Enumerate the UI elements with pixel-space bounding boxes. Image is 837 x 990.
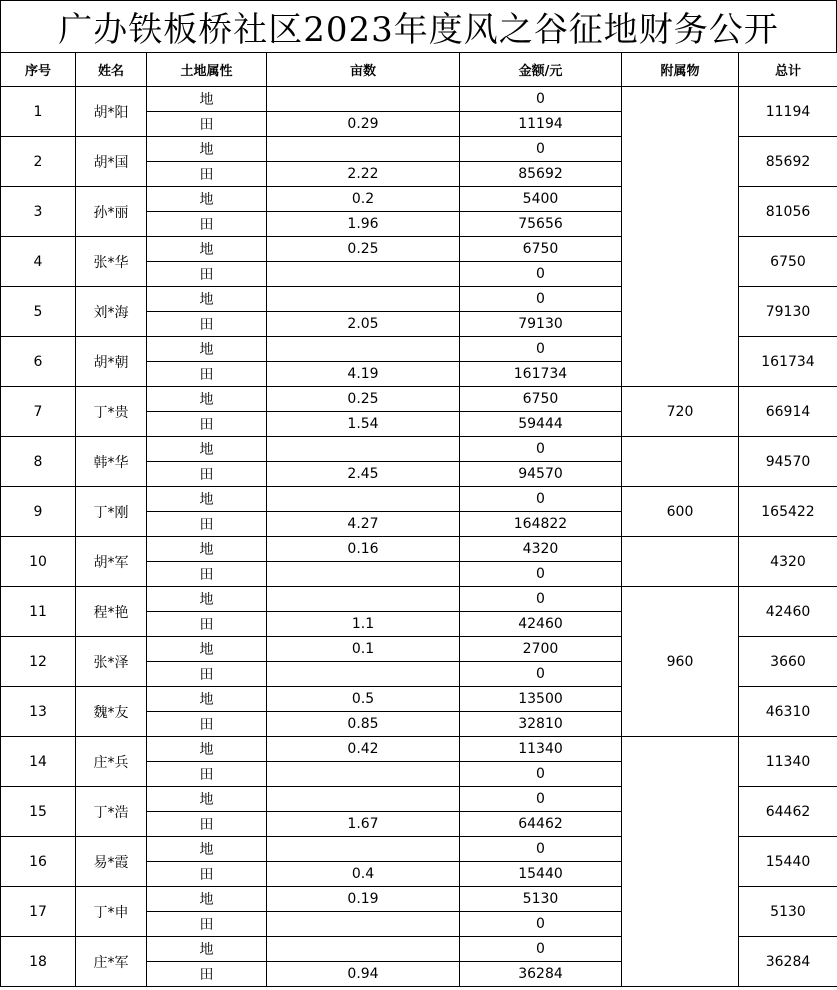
row-number: 1 — [1, 87, 76, 137]
table-row — [1, 87, 837, 112]
row-land-type: 田 — [147, 512, 267, 537]
row-amount: 6750 — [460, 387, 622, 412]
row-amount: 0 — [460, 487, 622, 512]
row-amount: 11340 — [460, 737, 622, 762]
row-land-type: 田 — [147, 262, 267, 287]
row-number: 18 — [1, 937, 76, 987]
row-number: 15 — [1, 787, 76, 837]
row-fushu — [622, 87, 739, 387]
row-land-type: 地 — [147, 837, 267, 862]
row-land-type: 地 — [147, 487, 267, 512]
table-row — [1, 487, 837, 512]
row-mu — [267, 437, 460, 462]
row-amount: 5130 — [460, 887, 622, 912]
row-land-type: 田 — [147, 562, 267, 587]
row-mu — [267, 912, 460, 937]
row-fushu — [622, 437, 739, 487]
row-mu — [267, 562, 460, 587]
row-amount: 0 — [460, 587, 622, 612]
row-amount: 0 — [460, 937, 622, 962]
row-mu: 1.67 — [267, 812, 460, 837]
row-number: 14 — [1, 737, 76, 787]
row-land-type: 地 — [147, 237, 267, 262]
row-amount: 0 — [460, 912, 622, 937]
row-mu — [267, 487, 460, 512]
row-mu — [267, 787, 460, 812]
row-fushu: 600 — [622, 487, 739, 537]
row-mu — [267, 837, 460, 862]
row-mu: 1.96 — [267, 212, 460, 237]
row-land-type: 地 — [147, 187, 267, 212]
row-total: 5130 — [739, 887, 837, 937]
row-land-type: 田 — [147, 412, 267, 437]
row-land-type: 田 — [147, 212, 267, 237]
row-mu: 0.5 — [267, 687, 460, 712]
row-name: 胡*朝 — [76, 337, 147, 387]
row-total: 3660 — [739, 637, 837, 687]
row-land-type: 地 — [147, 587, 267, 612]
row-name: 庄*军 — [76, 937, 147, 987]
header-row — [1, 53, 837, 87]
row-land-type: 地 — [147, 337, 267, 362]
row-land-type: 田 — [147, 812, 267, 837]
row-land-type: 田 — [147, 612, 267, 637]
row-mu: 0.19 — [267, 887, 460, 912]
row-land-type: 地 — [147, 387, 267, 412]
compensation-table — [0, 52, 837, 987]
row-amount: 0 — [460, 562, 622, 587]
row-amount: 0 — [460, 287, 622, 312]
row-mu: 0.25 — [267, 237, 460, 262]
row-mu: 1.54 — [267, 412, 460, 437]
table-row — [1, 737, 837, 762]
row-land-type: 地 — [147, 737, 267, 762]
row-fushu: 720 — [622, 387, 739, 437]
row-amount: 0 — [460, 262, 622, 287]
row-name: 韩*华 — [76, 437, 147, 487]
row-amount: 164822 — [460, 512, 622, 537]
row-amount: 6750 — [460, 237, 622, 262]
table-body — [1, 87, 837, 987]
row-amount: 0 — [460, 762, 622, 787]
row-total: 36284 — [739, 937, 837, 987]
row-amount: 59444 — [460, 412, 622, 437]
row-number: 17 — [1, 887, 76, 937]
row-mu: 0.94 — [267, 962, 460, 987]
row-name: 庄*兵 — [76, 737, 147, 787]
row-amount: 0 — [460, 662, 622, 687]
row-amount: 94570 — [460, 462, 622, 487]
row-land-type: 田 — [147, 662, 267, 687]
header-no: 序号 — [1, 53, 76, 87]
row-mu: 0.25 — [267, 387, 460, 412]
header-amount: 金额/元 — [460, 53, 622, 87]
row-total: 165422 — [739, 487, 837, 537]
row-amount: 0 — [460, 437, 622, 462]
row-name: 易*霞 — [76, 837, 147, 887]
row-mu — [267, 587, 460, 612]
row-mu: 4.27 — [267, 512, 460, 537]
row-land-type: 田 — [147, 362, 267, 387]
row-name: 程*艳 — [76, 587, 147, 637]
row-land-type: 田 — [147, 962, 267, 987]
row-amount: 85692 — [460, 162, 622, 187]
row-name: 张*华 — [76, 237, 147, 287]
row-mu: 2.22 — [267, 162, 460, 187]
row-mu — [267, 937, 460, 962]
row-mu: 2.45 — [267, 462, 460, 487]
row-number: 4 — [1, 237, 76, 287]
row-amount: 11194 — [460, 112, 622, 137]
row-number: 12 — [1, 637, 76, 687]
row-number: 2 — [1, 137, 76, 187]
row-total: 11194 — [739, 87, 837, 137]
row-name: 刘*海 — [76, 287, 147, 337]
row-number: 11 — [1, 587, 76, 637]
row-number: 16 — [1, 837, 76, 887]
row-amount: 13500 — [460, 687, 622, 712]
header-land-type: 土地属性 — [147, 53, 267, 87]
row-name: 丁*申 — [76, 887, 147, 937]
row-amount: 0 — [460, 137, 622, 162]
row-mu — [267, 662, 460, 687]
row-number: 3 — [1, 187, 76, 237]
row-number: 5 — [1, 287, 76, 337]
row-amount: 0 — [460, 787, 622, 812]
row-fushu: 960 — [622, 587, 739, 737]
row-mu — [267, 262, 460, 287]
row-land-type: 田 — [147, 312, 267, 337]
table-row — [1, 437, 837, 462]
header-fushu: 附属物 — [622, 53, 739, 87]
header-total: 总计 — [739, 53, 837, 87]
row-number: 8 — [1, 437, 76, 487]
row-land-type: 田 — [147, 862, 267, 887]
row-land-type: 田 — [147, 762, 267, 787]
row-amount: 0 — [460, 337, 622, 362]
row-total: 6750 — [739, 237, 837, 287]
row-name: 丁*浩 — [76, 787, 147, 837]
row-amount: 15440 — [460, 862, 622, 887]
row-total: 94570 — [739, 437, 837, 487]
row-total: 81056 — [739, 187, 837, 237]
header-name: 姓名 — [76, 53, 147, 87]
row-amount: 36284 — [460, 962, 622, 987]
row-name: 孙*丽 — [76, 187, 147, 237]
row-amount: 0 — [460, 837, 622, 862]
row-mu — [267, 87, 460, 112]
row-amount: 64462 — [460, 812, 622, 837]
table-row — [1, 387, 837, 412]
row-name: 张*泽 — [76, 637, 147, 687]
row-number: 7 — [1, 387, 76, 437]
row-name: 胡*国 — [76, 137, 147, 187]
row-mu — [267, 287, 460, 312]
row-mu — [267, 137, 460, 162]
header-mu: 亩数 — [267, 53, 460, 87]
row-mu: 0.2 — [267, 187, 460, 212]
row-amount: 0 — [460, 87, 622, 112]
row-land-type: 田 — [147, 112, 267, 137]
row-total: 161734 — [739, 337, 837, 387]
row-total: 46310 — [739, 687, 837, 737]
row-mu: 0.1 — [267, 637, 460, 662]
row-mu: 0.29 — [267, 112, 460, 137]
row-amount: 5400 — [460, 187, 622, 212]
row-land-type: 田 — [147, 462, 267, 487]
page-title: 广办铁板桥社区2023年度风之谷征地财务公开 — [58, 10, 779, 50]
row-land-type: 地 — [147, 687, 267, 712]
row-land-type: 地 — [147, 87, 267, 112]
row-amount: 79130 — [460, 312, 622, 337]
row-total: 79130 — [739, 287, 837, 337]
row-land-type: 田 — [147, 912, 267, 937]
row-mu: 0.42 — [267, 737, 460, 762]
row-amount: 4320 — [460, 537, 622, 562]
title-box — [0, 0, 837, 52]
row-number: 9 — [1, 487, 76, 537]
table-row — [1, 587, 837, 612]
row-land-type: 地 — [147, 887, 267, 912]
row-amount: 161734 — [460, 362, 622, 387]
row-mu: 1.1 — [267, 612, 460, 637]
row-number: 10 — [1, 537, 76, 587]
row-total: 11340 — [739, 737, 837, 787]
row-land-type: 田 — [147, 162, 267, 187]
row-fushu — [622, 737, 739, 987]
row-land-type: 地 — [147, 437, 267, 462]
row-mu: 4.19 — [267, 362, 460, 387]
row-land-type: 地 — [147, 787, 267, 812]
row-land-type: 地 — [147, 537, 267, 562]
row-amount: 2700 — [460, 637, 622, 662]
row-name: 丁*贵 — [76, 387, 147, 437]
row-name: 胡*阳 — [76, 87, 147, 137]
row-number: 13 — [1, 687, 76, 737]
row-mu: 0.16 — [267, 537, 460, 562]
row-land-type: 地 — [147, 287, 267, 312]
row-total: 42460 — [739, 587, 837, 637]
row-mu: 0.85 — [267, 712, 460, 737]
row-total: 85692 — [739, 137, 837, 187]
row-number: 6 — [1, 337, 76, 387]
row-land-type: 地 — [147, 937, 267, 962]
table-row — [1, 537, 837, 562]
row-fushu — [622, 537, 739, 587]
row-mu: 0.4 — [267, 862, 460, 887]
row-land-type: 地 — [147, 637, 267, 662]
row-name: 丁*刚 — [76, 487, 147, 537]
row-total: 4320 — [739, 537, 837, 587]
row-total: 64462 — [739, 787, 837, 837]
row-amount: 32810 — [460, 712, 622, 737]
row-total: 66914 — [739, 387, 837, 437]
row-land-type: 地 — [147, 137, 267, 162]
row-mu — [267, 337, 460, 362]
row-amount: 75656 — [460, 212, 622, 237]
row-mu: 2.05 — [267, 312, 460, 337]
row-mu — [267, 762, 460, 787]
row-name: 魏*友 — [76, 687, 147, 737]
row-total: 15440 — [739, 837, 837, 887]
row-amount: 42460 — [460, 612, 622, 637]
row-name: 胡*军 — [76, 537, 147, 587]
row-land-type: 田 — [147, 712, 267, 737]
